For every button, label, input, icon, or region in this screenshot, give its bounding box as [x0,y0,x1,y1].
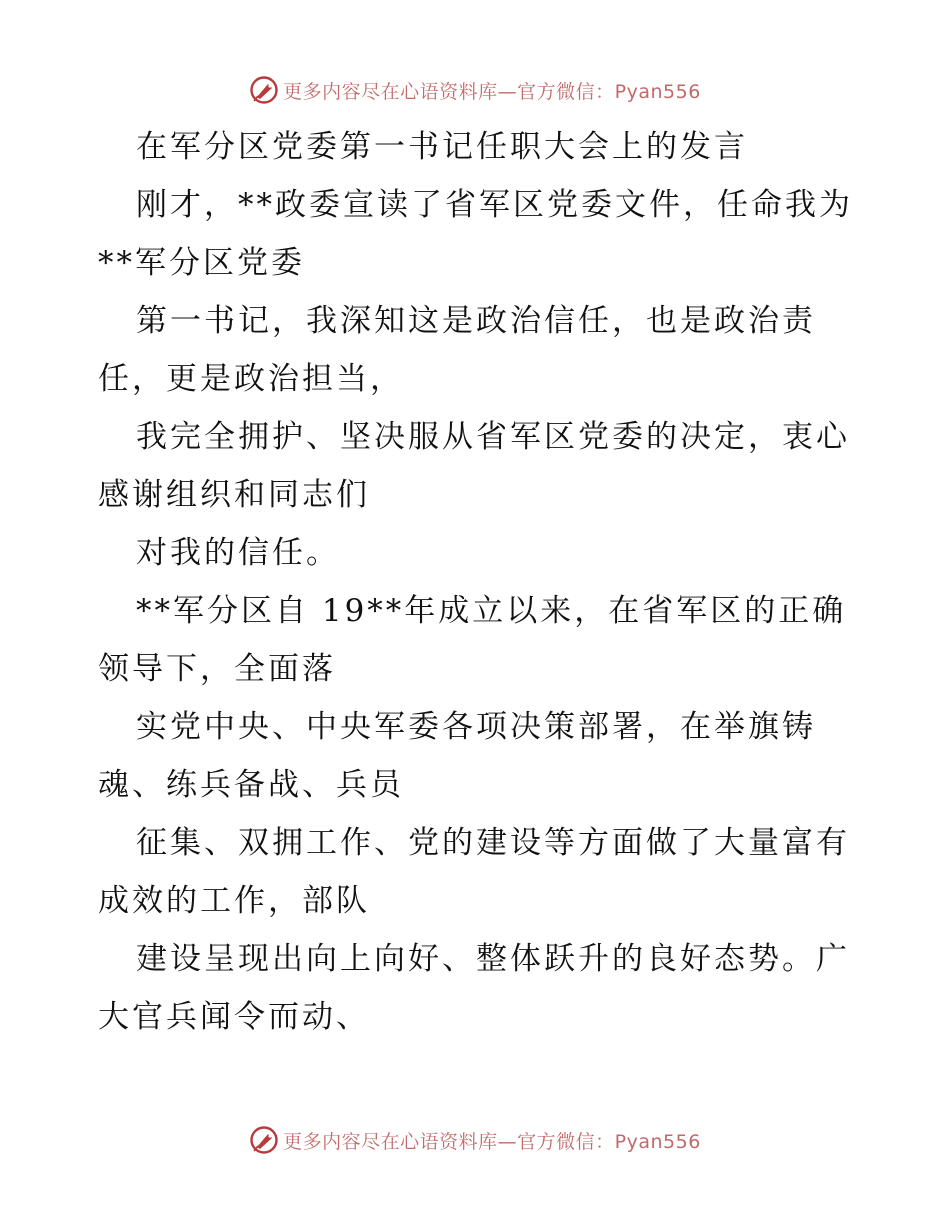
text-line: 实党中央、中央军委各项决策部署，在举旗铸 [136,709,816,745]
pen-nib-logo-icon [249,75,279,105]
text-line: 我完全拥护、坚决服从省军区党委的决定，衷心 [136,419,850,455]
text-line: 任，更是政治担当， [98,361,404,397]
text-line: 大官兵闻令而动、 [98,999,370,1035]
text-line: 成效的工作，部队 [98,883,370,919]
text-line: 魂、练兵备战、兵员 [98,767,404,803]
text-line: **军分区党委 [98,245,305,281]
footer-banner [0,1120,950,1160]
text-line: **军分区自 19**年成立以来，在省军区的正确 [136,593,847,629]
text-line: 在军分区党委第一书记任职大会上的发言 [136,129,748,165]
text-line: 感谢组织和同志们 [98,477,370,513]
document-body [98,118,858,1046]
text-line: 对我的信任。 [136,535,340,571]
text-line: 领导下，全面落 [98,651,336,687]
header-banner-text: 更多内容尽在心语资料库—官方微信：Pyan556 [283,80,701,103]
text-line: 征集、双拥工作、党的建设等方面做了大量富有 [136,825,850,861]
text-line: 刚才，**政委宣读了省军区党委文件，任命我为 [136,187,853,223]
pen-nib-logo-icon [249,1125,279,1155]
header-banner [0,70,950,110]
text-line: 第一书记，我深知这是政治信任，也是政治责 [136,303,816,339]
text-line: 建设呈现出向上向好、整体跃升的良好态势。广 [136,941,850,977]
footer-banner-text: 更多内容尽在心语资料库—官方微信：Pyan556 [283,1130,701,1153]
